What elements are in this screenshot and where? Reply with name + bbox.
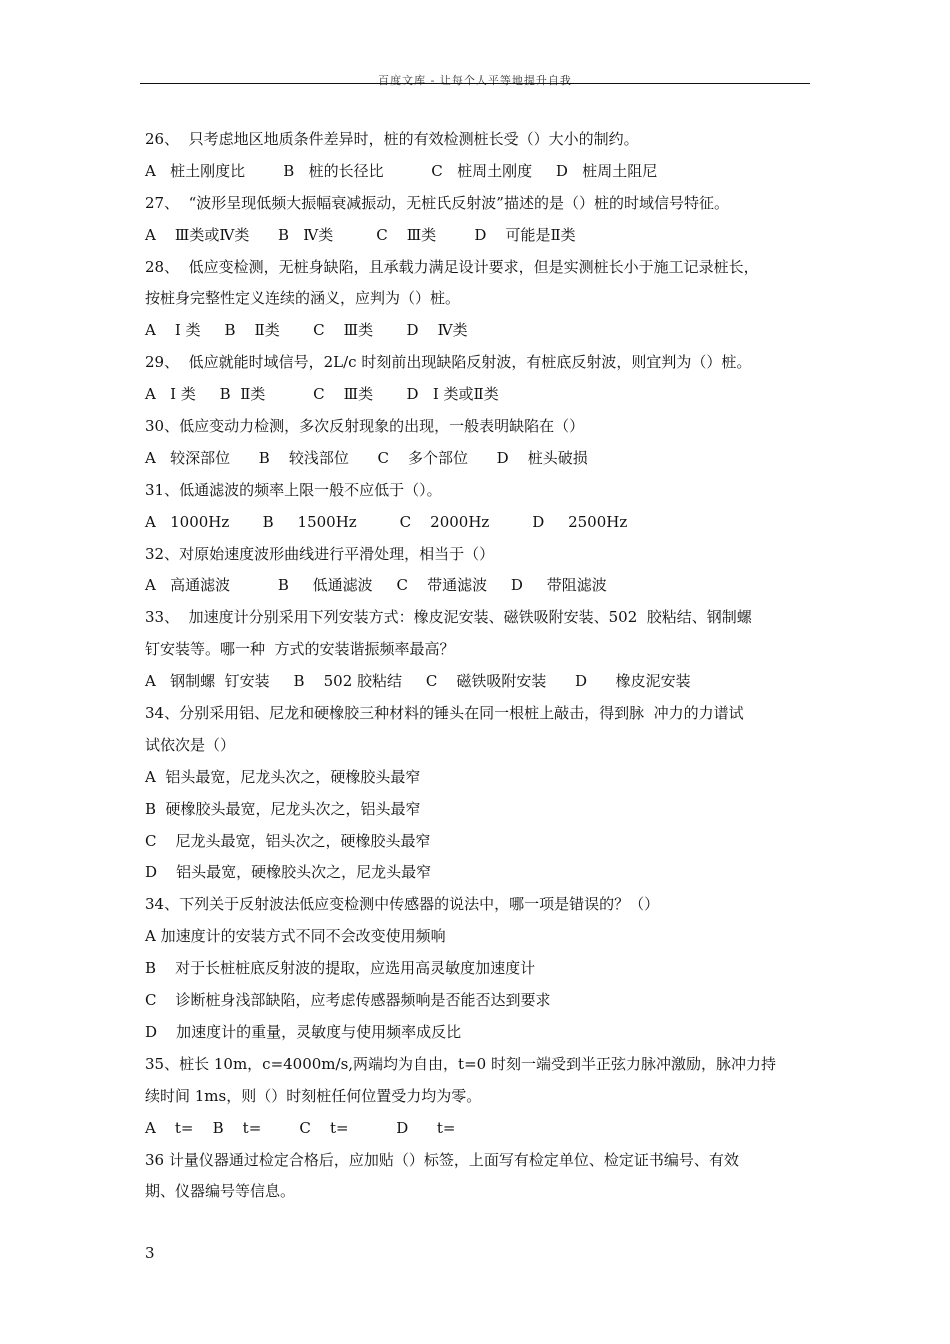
question-line: 期、仪器编号等信息。 bbox=[145, 1182, 296, 1201]
options-line: A I 类 B Ⅱ类 C Ⅲ类 D Ⅳ类 bbox=[145, 321, 468, 340]
options-line: A 钢制螺 钉安装 B 502 胶粘结 C 磁铁吸附安装 D 橡皮泥安装 bbox=[145, 672, 691, 691]
option-line: C 诊断桩身浅部缺陷，应考虑传感器频响是否能否达到要求 bbox=[145, 991, 551, 1010]
question-line: 27、 “波形呈现低频大振幅衰减振动，无桩氏反射波”描述的是（）桩的时域信号特征。 bbox=[145, 193, 729, 212]
option-line: A 加速度计的安装方式不同不会改变使用频响 bbox=[145, 927, 446, 946]
question-line: 34、分别采用铝、尼龙和硬橡胶三种材料的锤头在同一根桩上敲击，得到脉 冲力的力谱试 bbox=[145, 704, 744, 723]
page-number: 3 bbox=[145, 1244, 155, 1262]
question-line: 钉安装等。哪一种 方式的安装谐振频率最高？ bbox=[145, 640, 455, 659]
options-line: A Ⅲ类或Ⅳ类 B Ⅳ类 C Ⅲ类 D 可能是Ⅱ类 bbox=[145, 225, 576, 244]
question-line: 32、对原始速度波形曲线进行平滑处理，相当于（） bbox=[145, 544, 495, 563]
options-line: A 桩土刚度比 B 桩的长径比 C 桩周土刚度 D 桩周土阻尼 bbox=[145, 161, 658, 180]
option-line: A 铝头最宽，尼龙头次之，硬橡胶头最窄 bbox=[145, 767, 421, 786]
option-line: C 尼龙头最宽，铝头次之，硬橡胶头最窄 bbox=[145, 831, 431, 850]
question-line: 36 计量仪器通过检定合格后，应加贴（）标签，上面写有检定单位、检定证书编号、有效 bbox=[145, 1150, 739, 1169]
option-line: D 铝头最宽，硬橡胶头次之，尼龙头最窄 bbox=[145, 863, 432, 882]
question-line: 26、 只考虑地区地质条件差异时，桩的有效检测桩长受（）大小的制约。 bbox=[145, 130, 639, 148]
question-line: 试依次是（） bbox=[145, 735, 236, 754]
question-line: 按桩身完整性定义连续的涵义，应判为（）桩。 bbox=[145, 289, 461, 308]
option-line: B 对于长桩桩底反射波的提取，应选用高灵敏度加速度计 bbox=[145, 959, 536, 978]
options-line: A t= B t= C t= D t= bbox=[145, 1118, 456, 1137]
options-line: A 高通滤波 B 低通滤波 C 带通滤波 D 带阻滤波 bbox=[145, 576, 607, 595]
question-line: 35、桩长 10m，c=4000m/s,两端均为自由，t=0 时刻一端受到半正弦力脉冲激励，脉冲力持 bbox=[145, 1054, 776, 1073]
question-line: 33、 加速度计分别采用下列安装方式：橡皮泥安装、磁铁吸附安装、502 胶粘结、钢制螺 bbox=[145, 608, 752, 627]
option-line: D 加速度计的重量，灵敏度与使用频率成反比 bbox=[145, 1022, 462, 1041]
question-line: 续时间 1ms，则（）时刻桩任何位置受力均为零。 bbox=[145, 1086, 482, 1105]
options-line: A I 类 B Ⅱ类 C Ⅲ类 D I 类或Ⅱ类 bbox=[145, 385, 499, 404]
question-line: 28、 低应变检测，无桩身缺陷，且承载力满足设计要求，但是实测桩长小于施工记录桩长， bbox=[145, 257, 759, 276]
header-rule bbox=[140, 83, 810, 84]
page-header: 百度文库 - 让每个人平等地提升自我 bbox=[378, 74, 572, 87]
question-line: 30、低应变动力检测，多次反射现象的出现，一般表明缺陷在（） bbox=[145, 417, 585, 436]
option-line: B 硬橡胶头最宽，尼龙头次之，铝头最窄 bbox=[145, 799, 421, 818]
question-line: 29、 低应就能时域信号，2L/c 时刻前出现缺陷反射波，有桩底反射波，则宜判为（）桩。 bbox=[145, 353, 752, 372]
question-line: 34、下列关于反射波法低应变检测中传感器的说法中，哪一项是错误的？（） bbox=[145, 895, 660, 914]
question-line: 31、低通滤波的频率上限一般不应低于（）。 bbox=[145, 480, 442, 499]
document-body bbox=[145, 124, 815, 1208]
options-line: A 较深部位 B 较浅部位 C 多个部位 D 桩头破损 bbox=[145, 448, 588, 467]
options-line: A 1000Hz B 1500Hz C 2000Hz D 2500Hz bbox=[145, 512, 628, 531]
